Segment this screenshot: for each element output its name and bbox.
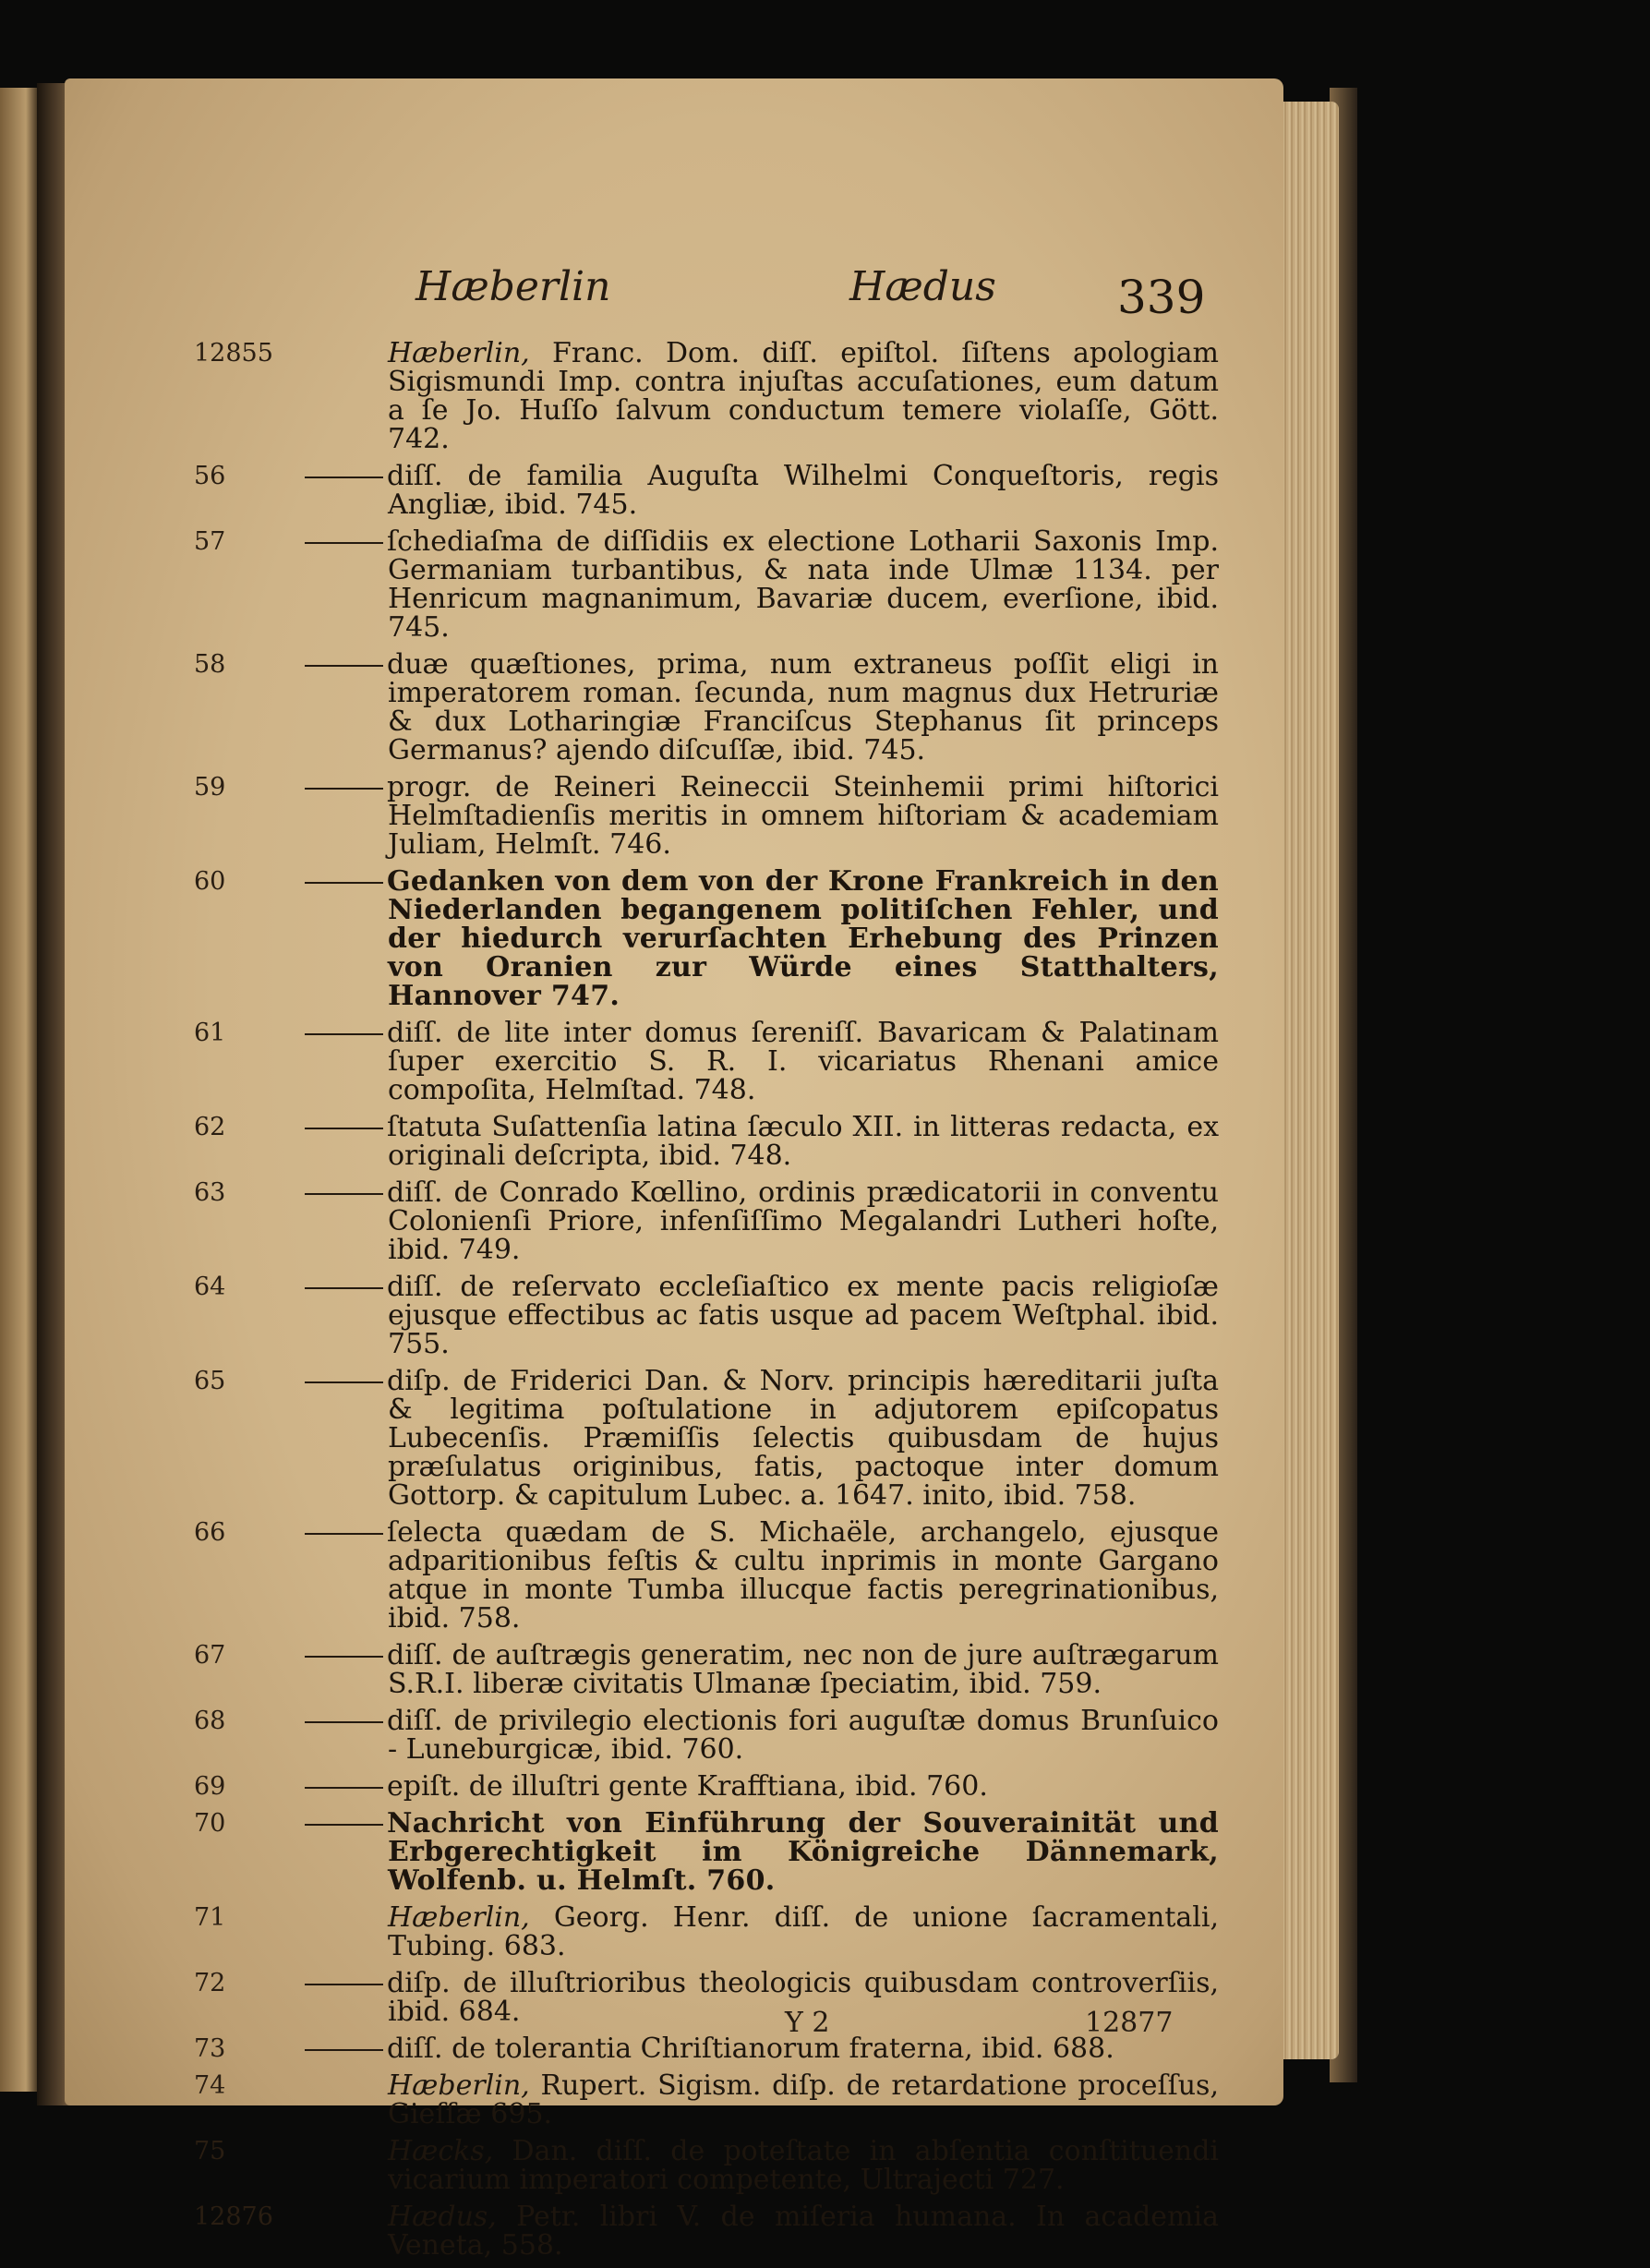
entry-row [194, 2202, 1219, 2260]
entry-body [388, 2137, 1219, 2194]
page-number: 339 [1117, 271, 1206, 324]
entry-text: ſchediaſma de diſſidiis ex electione Lotharii Saxonis Imp. Germaniam turbantibus, & nata inde Ulmæ 1134. per Henricum magnanimum, Bavariæ ducem, everſione, ibid. 745. [387, 525, 1219, 644]
entry-author: Hæberlin, [388, 337, 530, 369]
entry-number: 60 [194, 867, 226, 896]
ditto-dash [305, 542, 383, 544]
entry-row [194, 1019, 1219, 1104]
entry-body [388, 1772, 1219, 1801]
entry-number: 58 [194, 650, 226, 679]
entry-row [194, 1113, 1219, 1170]
entry-body [388, 1641, 1219, 1698]
catchword: 12877 [1085, 2007, 1174, 2039]
entry-text: Franc. Dom. diſſ. epiſtol. ſiſtens apologiam Sigismundi Imp. contra injuſtas accuſationes, eum datum a ſe Jo. Huſſo ſalvum conductum temere violaſſe, Gött. 742. [388, 337, 1219, 455]
entry-number: 73 [194, 2034, 226, 2063]
entry-row [194, 1903, 1219, 1960]
entry-row [194, 1178, 1219, 1264]
entry-text: diſſ. de familia Auguſta Wilhelmi Conqueſtoris, regis Angliæ, ibid. 745. [387, 460, 1219, 521]
entry-number: 72 [194, 1969, 226, 1997]
entry-body [388, 339, 1219, 453]
entry-number: 69 [194, 1772, 226, 1801]
ditto-dash [305, 1128, 383, 1129]
entry-row [194, 1367, 1219, 1510]
ditto-dash [305, 1533, 383, 1535]
entry-text: diſſ. de reſervato eccleſiaſtico ex mente pacis religioſæ ejusque effectibus ac fatis usque ad pacem Weſtphal. ibid. 755. [387, 1271, 1219, 1360]
entry-body [388, 1367, 1219, 1510]
entry-row [194, 1273, 1219, 1358]
entry-number: 65 [194, 1367, 226, 1395]
entry-row [194, 2137, 1219, 2194]
entry-text: diſſ. de lite inter domus ſereniſſ. Bavaricam & Palatinam ſuper exercitio S. R. I. vicariatus Rhenani amice compoſita, Helmſtad. 748. [387, 1017, 1219, 1106]
left-page-edge [0, 88, 37, 2092]
entry-row [194, 1707, 1219, 1764]
entry-author: Hæberlin, [388, 2069, 530, 2102]
entry-text: Gedanken von dem von der Krone Frankreich in den Niederlanden begangenem politiſchen Fehler, und der hiedurch verurſachten Erhebung des Prinzen von Oranien zur Würde eines Statthalters, Hannover 747. [387, 865, 1219, 1012]
ditto-dash [305, 1033, 383, 1035]
entry-number: 59 [194, 773, 226, 802]
ditto-dash [305, 1381, 383, 1383]
entry-text: diſp. de illuſtrioribus theologicis quibusdam controverſiis, ibid. 684. [387, 1967, 1219, 2028]
entry-author: Hæberlin, [388, 1901, 530, 1934]
entry-number: 57 [194, 527, 226, 556]
entry-text: progr. de Reineri Reineccii Steinhemii primi hiſtorici Helmſtadienſis meritis in omnem hiſtoriam & academiam Juliam, Helmſt. 746. [387, 771, 1219, 861]
entry-text: diſp. de Friderici Dan. & Norv. principis hæreditarii juſta & legitima poſtulatione in adjutorem epiſcopatus Lubecenſis. Præmiſſis ſelectis quibusdam de hujus præſulatus originibus, fatis, pactoque inter domum Gottorp. & capitulum Lubec. a. 1647. inito, ibid. 758. [387, 1365, 1219, 1512]
entry-author: Hæcks, [388, 2135, 494, 2167]
entry-text: diſſ. de Conrado Kœllino, ordinis prædicatorii in conventu Colonienſi Priore, infenſiſſimo Megalandri Lutheri hoſte, ibid. 749. [387, 1176, 1219, 1266]
entry-body [388, 2202, 1219, 2260]
entry-row [194, 527, 1219, 642]
entry-body [388, 1113, 1219, 1170]
entry-text: ſtatuta Suſattenſia latina ſæculo XII. in litteras redacta, ex originali deſcripta, ibid. 748. [387, 1111, 1219, 1172]
entry-row [194, 650, 1219, 765]
entry-body [388, 650, 1219, 765]
entry-row [194, 462, 1219, 519]
ditto-dash [305, 1984, 383, 1985]
entry-text: diſſ. de auſtrægis generatim, nec non de jure auſtrægarum S.R.I. liberæ civitatis Ulmanæ ſpeciatim, ibid. 759. [387, 1639, 1219, 1700]
ditto-dash [305, 1193, 383, 1195]
entry-body [388, 1707, 1219, 1764]
entry-row [194, 1641, 1219, 1698]
entry-text: diſſ. de tolerantia Chriſtianorum fraterna, ibid. 688. [387, 2033, 1114, 2065]
entry-number: 67 [194, 1641, 226, 1670]
entry-text: Rupert. Sigism. diſp. de retardatione proceſſus, Gieſſæ 695. [388, 2069, 1219, 2130]
entry-text: Dan. diſſ. de poteſtate in abſentia conſtituendi vicarium imperatori competente, Ultrajecti 727. [388, 2135, 1219, 2196]
entry-text: Petr. libri V. de miſeria humana. In academia Veneta, 558. [388, 2201, 1219, 2262]
entry-text: Nachricht von Einführung der Souverainität und Erbgerechtigkeit im Königreiche Dännemark, Wolfenb. u. Helmſt. 760. [387, 1807, 1219, 1897]
entry-number: 63 [194, 1178, 226, 1207]
entry-body [388, 1518, 1219, 1633]
entry-body [388, 773, 1219, 859]
entry-row [194, 2071, 1219, 2129]
ditto-dash [305, 665, 383, 667]
entry-body [388, 1903, 1219, 1960]
entry-row [194, 773, 1219, 859]
entry-number: 12876 [194, 2202, 273, 2231]
entry-number: 71 [194, 1903, 226, 1932]
entry-row [194, 339, 1219, 453]
running-head-left: Hæberlin [416, 263, 611, 310]
entry-body [388, 2071, 1219, 2129]
entry-text: ſelecta quædam de S. Michaële, archangelo, ejusque adparitionibus feſtis & cultu inprimis in monte Gargano atque in monte Tumba illucque factis peregrinationibus, ibid. 758. [387, 1516, 1219, 1635]
entry-body [388, 1019, 1219, 1104]
page-footer [65, 2007, 1283, 2044]
ditto-dash [305, 1656, 383, 1658]
entry-number: 56 [194, 462, 226, 490]
entry-row [194, 867, 1219, 1010]
ditto-dash [305, 1787, 383, 1789]
ditto-dash [305, 882, 383, 884]
entry-row [194, 1809, 1219, 1895]
entry-body [388, 867, 1219, 1010]
page-edges [1274, 102, 1339, 2059]
entry-body [388, 462, 1219, 519]
ditto-dash [305, 788, 383, 790]
entry-body [388, 1809, 1219, 1895]
entry-body [388, 527, 1219, 642]
entry-number: 61 [194, 1019, 226, 1047]
entry-body [388, 1273, 1219, 1358]
entry-number: 64 [194, 1273, 226, 1301]
entry-row [194, 1518, 1219, 1633]
entry-number: 68 [194, 1707, 226, 1735]
book-page [65, 78, 1283, 2262]
entry-number: 66 [194, 1518, 226, 1547]
entry-number: 62 [194, 1113, 226, 1141]
ditto-dash [305, 1287, 383, 1289]
entry-number: 70 [194, 1809, 226, 1838]
entry-number: 75 [194, 2137, 226, 2165]
entry-text: duæ quæſtiones, prima, num extraneus poſſit eligi in imperatorem roman. ſecunda, num magnus dux Hetruriæ & dux Lotharingiæ Franciſcus Stephanus ſit princeps Germanus? ajendo diſcuſſæ, ibid. 745. [387, 648, 1219, 766]
ditto-dash [305, 1824, 383, 1826]
ditto-dash [305, 2049, 383, 2051]
running-header [65, 263, 1283, 324]
signature-mark: Y 2 [785, 2007, 830, 2039]
entry-row [194, 1772, 1219, 1801]
entry-text: epiſt. de illuſtri gente Krafftiana, ibid. 760. [387, 1770, 988, 1803]
entry-body [388, 1178, 1219, 1264]
ditto-dash [305, 477, 383, 478]
entry-number: 74 [194, 2071, 226, 2100]
entry-text: Georg. Henr. diſſ. de unione ſacramentali, Tubing. 683. [388, 1901, 1219, 1962]
entry-text: diſſ. de privilegio electionis fori auguſtæ domus Brunſuico - Luneburgicæ, ibid. 760. [387, 1705, 1219, 1766]
ditto-dash [305, 1721, 383, 1723]
entry-author: Hædus, [388, 2201, 497, 2233]
entry-number: 12855 [194, 339, 273, 368]
running-head-center: Hædus [849, 263, 996, 310]
bibliography-entries [194, 339, 1219, 2268]
